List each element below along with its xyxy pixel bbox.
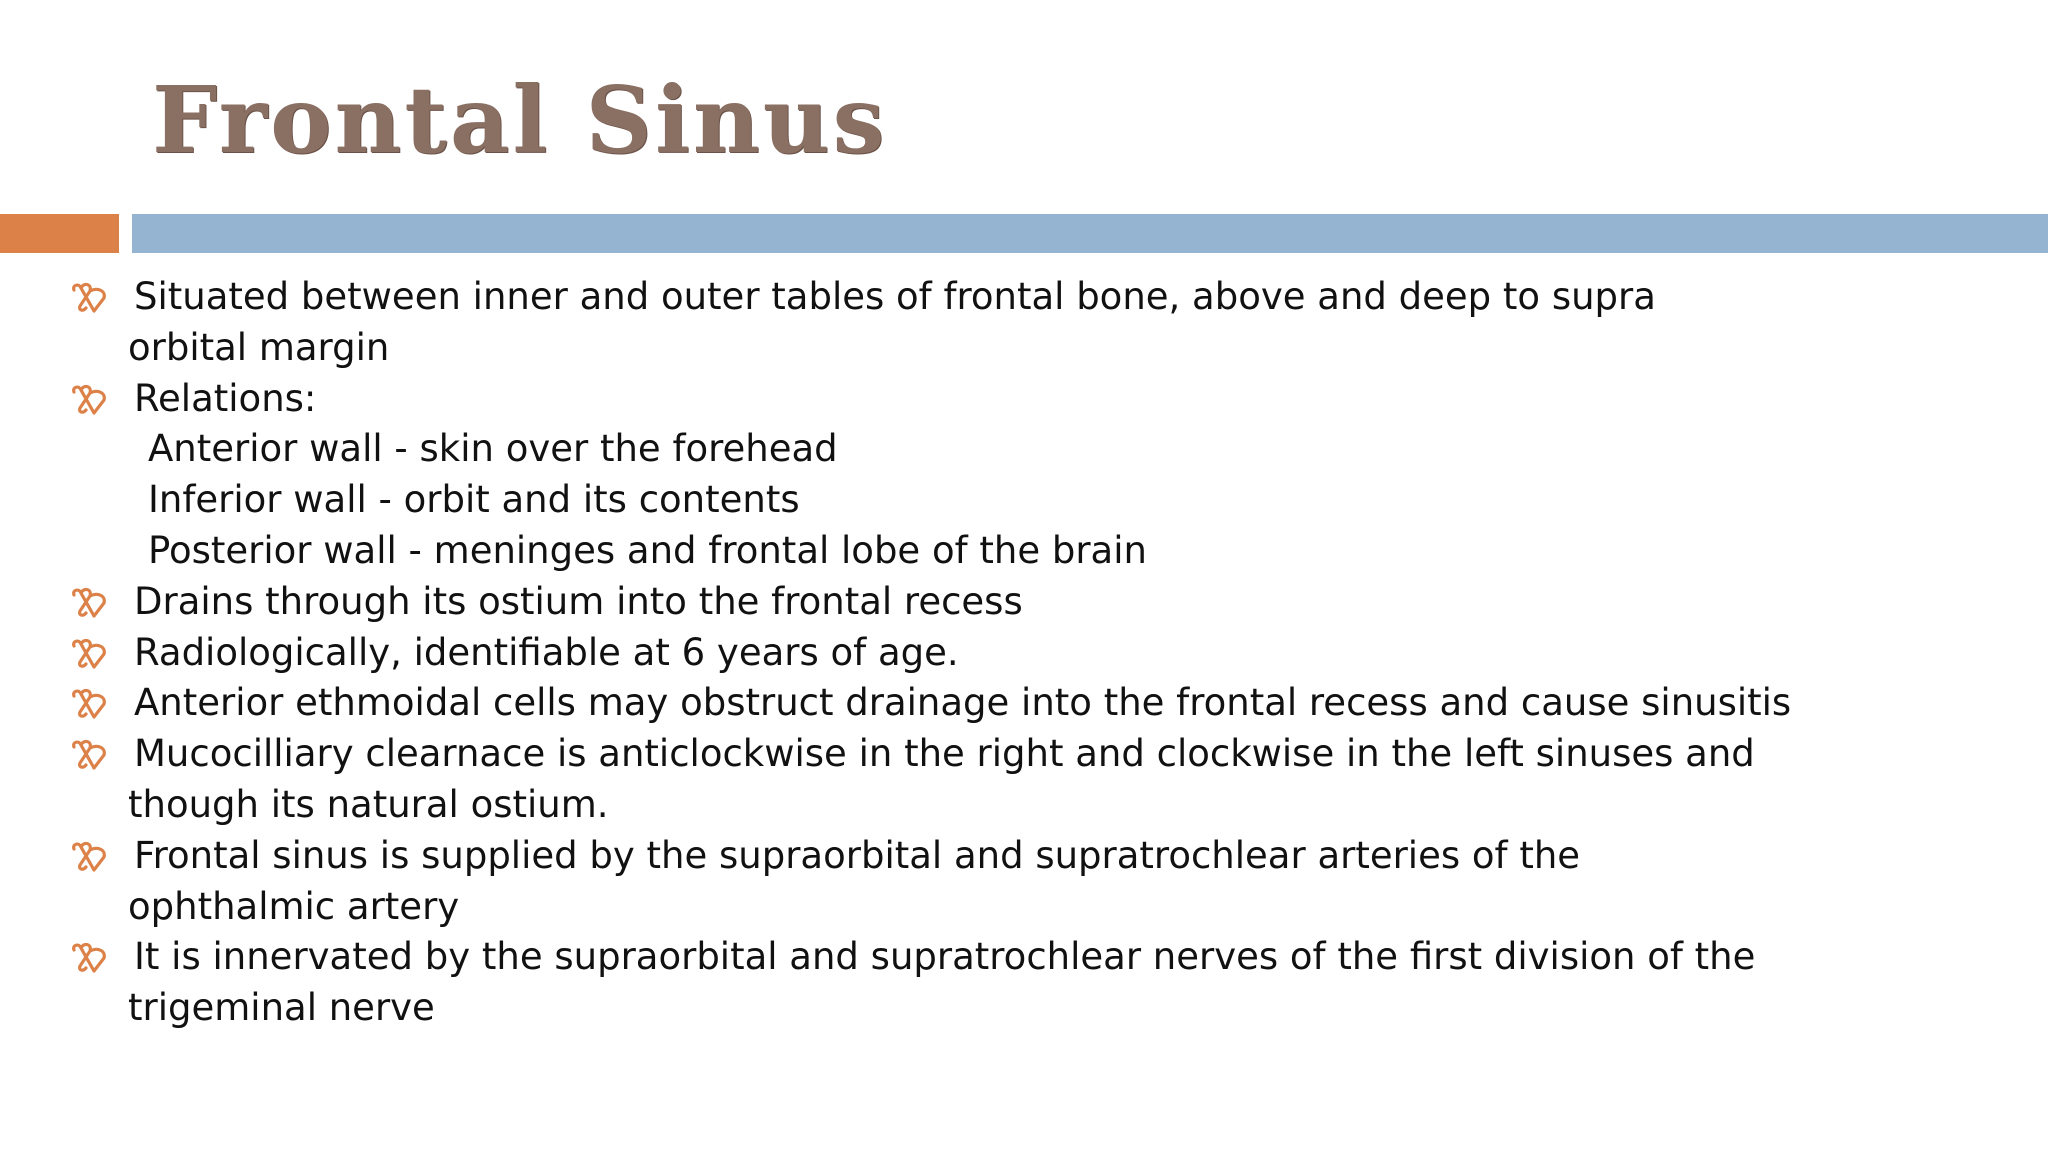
sub-item xyxy=(68,475,1828,526)
ribbon-bullet-icon xyxy=(68,586,112,622)
list-item-line: ophthalmic artery xyxy=(128,884,460,928)
list-item-line: orbital margin xyxy=(128,325,390,369)
accent-bar-orange xyxy=(0,214,119,253)
list-item xyxy=(68,678,1828,729)
list-item-line: Anterior ethmoidal cells may obstruct drainage into the frontal recess and cause sinusitis xyxy=(134,681,1792,725)
list-item xyxy=(68,628,1828,679)
accent-bar-blue xyxy=(132,214,2048,253)
list-item xyxy=(68,932,1828,1034)
ribbon-bullet-icon xyxy=(68,738,112,774)
list-item-line: Radiologically, identifiable at 6 years of age. xyxy=(134,630,959,674)
list-item-line: Situated between inner and outer tables of frontal bone, above and deep to supra xyxy=(134,275,1656,318)
list-item xyxy=(68,272,1828,374)
list-item xyxy=(68,831,1828,933)
bullet-list xyxy=(68,272,1828,1034)
list-item-line: Relations: xyxy=(134,376,317,420)
ribbon-bullet-icon xyxy=(68,840,112,876)
sub-item xyxy=(68,424,1828,475)
slide-title: Frontal Sinus xyxy=(152,66,888,174)
sub-item-line: Inferior wall - orbit and its contents xyxy=(148,478,800,522)
ribbon-bullet-icon xyxy=(68,281,112,317)
sub-item-line: Anterior wall - skin over the forehead xyxy=(148,427,838,471)
list-item-line: Frontal sinus is supplied by the supraorbital and supratrochlear arteries of the xyxy=(134,833,1581,877)
list-item xyxy=(68,577,1828,628)
ribbon-bullet-icon xyxy=(68,687,112,723)
sub-item xyxy=(68,526,1828,577)
list-item-line: Drains through its ostium into the frontal recess xyxy=(134,579,1023,623)
list-item xyxy=(68,729,1828,831)
ribbon-bullet-icon xyxy=(68,637,112,673)
list-item xyxy=(68,374,1828,425)
list-item-line: It is innervated by the supraorbital and supratrochlear nerves of the first division of the xyxy=(134,935,1756,979)
list-item-line: though its natural ostium. xyxy=(128,782,609,826)
ribbon-bullet-icon xyxy=(68,383,112,419)
list-item-line: trigeminal nerve xyxy=(128,986,435,1030)
list-item-line: Mucocilliary clearnace is anticlockwise in the right and clockwise in the left sinuses and xyxy=(134,732,1755,776)
sub-item-line: Posterior wall - meninges and frontal lobe of the brain xyxy=(148,528,1147,572)
ribbon-bullet-icon xyxy=(68,941,112,977)
